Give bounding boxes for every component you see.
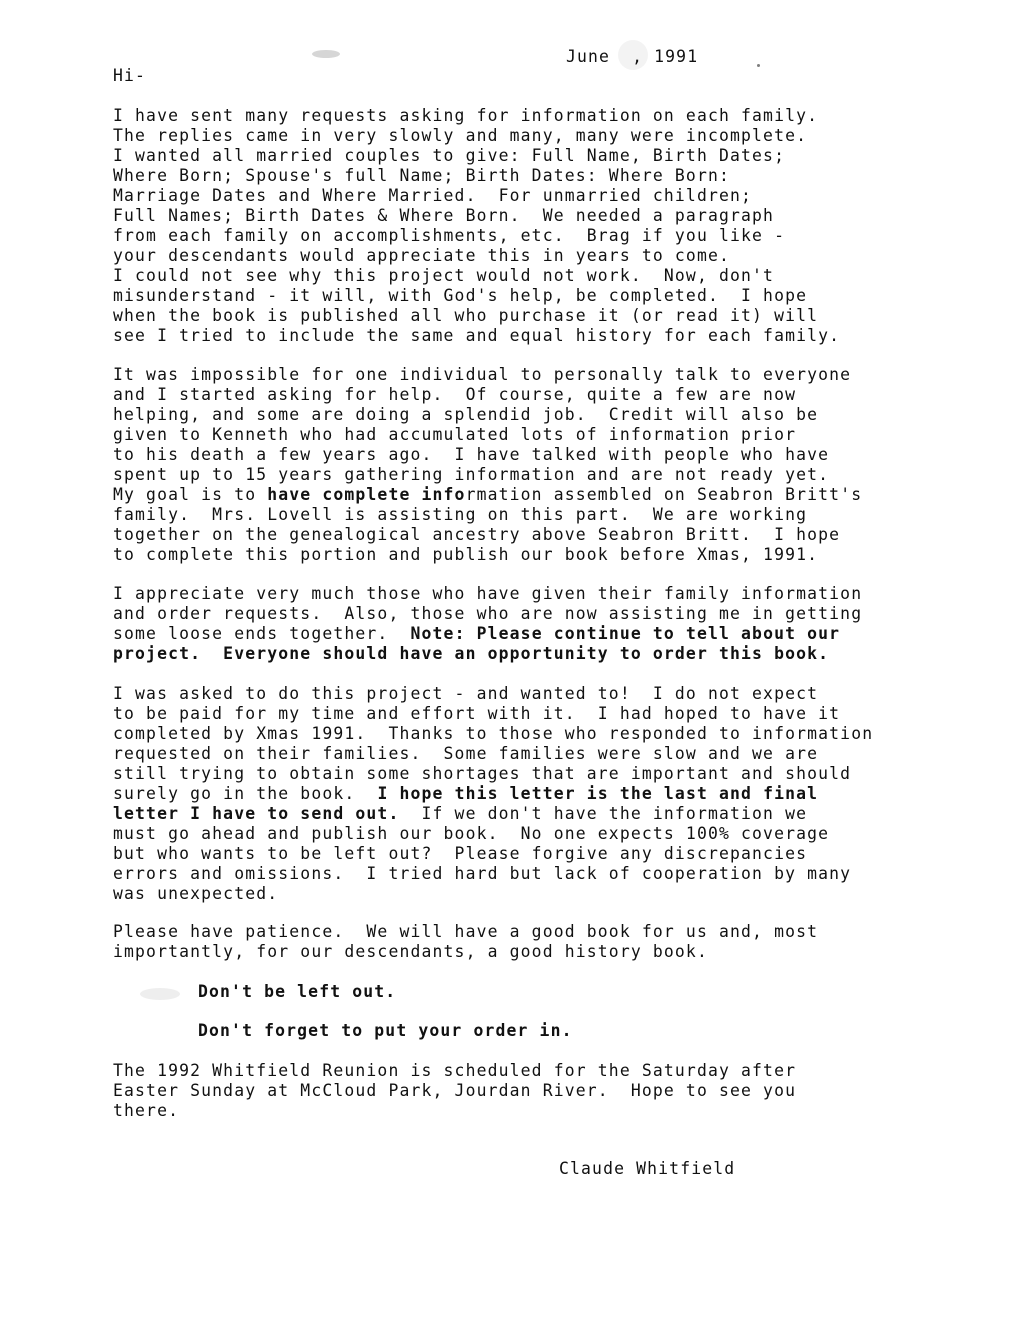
goal-text-bold: have complete info <box>256 485 466 504</box>
goal-text-a: My goal is to <box>113 485 257 504</box>
paragraph-1-line: Where Born; Spouse's full Name; Birth Dates: Where Born: <box>113 166 731 185</box>
emphasis-order: Don't forget to put your order in. <box>198 1021 573 1040</box>
paragraph-5-line: importantly, for our descendants, a good history book. <box>113 942 708 961</box>
letter-date: June , 1991 <box>566 47 699 66</box>
paragraph-1-line: from each family on accomplishments, etc. Brag if you like - <box>113 226 786 245</box>
paragraph-5-line: Please have patience. We will have a good book for us and, most <box>113 922 819 941</box>
paragraph-4-line: must go ahead and publish our book. No one expects 100% coverage <box>113 824 830 843</box>
greeting: Hi- <box>113 66 147 85</box>
paragraph-1-line: when the book is published all who purchase it (or read it) will <box>113 306 819 325</box>
paragraph-3-mixed-line <box>113 624 840 644</box>
paragraph-4-line: still trying to obtain some shortages that are important and should <box>113 764 852 783</box>
paragraph-2-line: given to Kenneth who had accumulated lots of information prior <box>113 425 797 444</box>
scan-mark <box>312 50 340 58</box>
emphasis-left-out: Don't be left out. <box>198 982 397 1001</box>
paragraph-1-line: I could not see why this project would not work. Now, don't <box>113 266 775 285</box>
paragraph-4-line: to be paid for my time and effort with it. I had hoped to have it <box>113 704 841 723</box>
paragraph-3-bold-line: project. Everyone should have an opportunity to order this book. <box>113 644 830 663</box>
paragraph-6-line: there. <box>113 1101 180 1120</box>
paragraph-1-line: I wanted all married couples to give: Full Name, Birth Dates; <box>113 146 786 165</box>
paragraph-1-line: I have sent many requests asking for information on each family. <box>113 106 819 125</box>
paragraph-4-line: I was asked to do this project - and wanted to! I do not expect <box>113 684 819 703</box>
paragraph-6-line: The 1992 Whitfield Reunion is scheduled for the Saturday after <box>113 1061 797 1080</box>
paragraph-4-line: completed by Xmas 1991. Thanks to those who responded to information <box>113 724 874 743</box>
goal-text-c: rmation assembled on Seabron Britt's <box>465 485 863 504</box>
send-out-text: letter I have to send out. <box>113 804 400 823</box>
paragraph-2-line: It was impossible for one individual to personally talk to everyone <box>113 365 852 384</box>
scan-mark <box>757 64 760 67</box>
note-text: Note: Please continue to tell about our <box>410 624 841 643</box>
loose-ends-text: some loose ends together. <box>113 624 411 643</box>
paragraph-6-line: Easter Sunday at McCloud Park, Jourdan River. Hope to see you <box>113 1081 797 1100</box>
paragraph-2-line: to his death a few years ago. I have talked with people who have <box>113 445 830 464</box>
paragraph-4-mixed-line <box>113 784 818 804</box>
paragraph-4-line: was unexpected. <box>113 884 279 903</box>
paragraph-2-line: spent up to 15 years gathering information and are not ready yet. <box>113 465 830 484</box>
paragraph-3-line: I appreciate very much those who have given their family information <box>113 584 863 603</box>
paragraph-1-line: misunderstand - it will, with God's help, be completed. I hope <box>113 286 808 305</box>
paragraph-2-line: family. Mrs. Lovell is assisting on this part. We are working <box>113 505 808 524</box>
paragraph-1-line: The replies came in very slowly and many, many were incomplete. <box>113 126 808 145</box>
paragraph-2-line: helping, and some are doing a splendid job. Credit will also be <box>113 405 819 424</box>
paragraph-3-line: and order requests. Also, those who are now assisting me in getting <box>113 604 863 623</box>
paragraph-4-line: errors and omissions. I tried hard but lack of cooperation by many <box>113 864 852 883</box>
paragraph-4-line: requested on their families. Some families were slow and we are <box>113 744 819 763</box>
paragraph-2-mixed-line <box>113 485 862 505</box>
surely-text: surely go in the book. <box>113 784 378 803</box>
last-letter-text: I hope this letter is the last and final <box>377 784 819 803</box>
paragraph-4-line: but who wants to be left out? Please forgive any discrepancies <box>113 844 808 863</box>
signature: Claude Whitfield <box>559 1159 736 1178</box>
paragraph-4-mixed-line <box>113 804 807 824</box>
information-text: If we don't have the information we <box>399 804 808 823</box>
scan-mark <box>140 988 180 1000</box>
paragraph-2-line: together on the genealogical ancestry above Seabron Britt. I hope <box>113 525 841 544</box>
paragraph-2-line: and I started asking for help. Of course, quite a few are now <box>113 385 797 404</box>
paragraph-1-line: your descendants would appreciate this in years to come. <box>113 246 731 265</box>
paragraph-1-line: Marriage Dates and Where Married. For unmarried children; <box>113 186 753 205</box>
paragraph-1-line: see I tried to include the same and equal history for each family. <box>113 326 841 345</box>
paragraph-2-line: to complete this portion and publish our book before Xmas, 1991. <box>113 545 819 564</box>
paragraph-1-line: Full Names; Birth Dates & Where Born. We needed a paragraph <box>113 206 775 225</box>
